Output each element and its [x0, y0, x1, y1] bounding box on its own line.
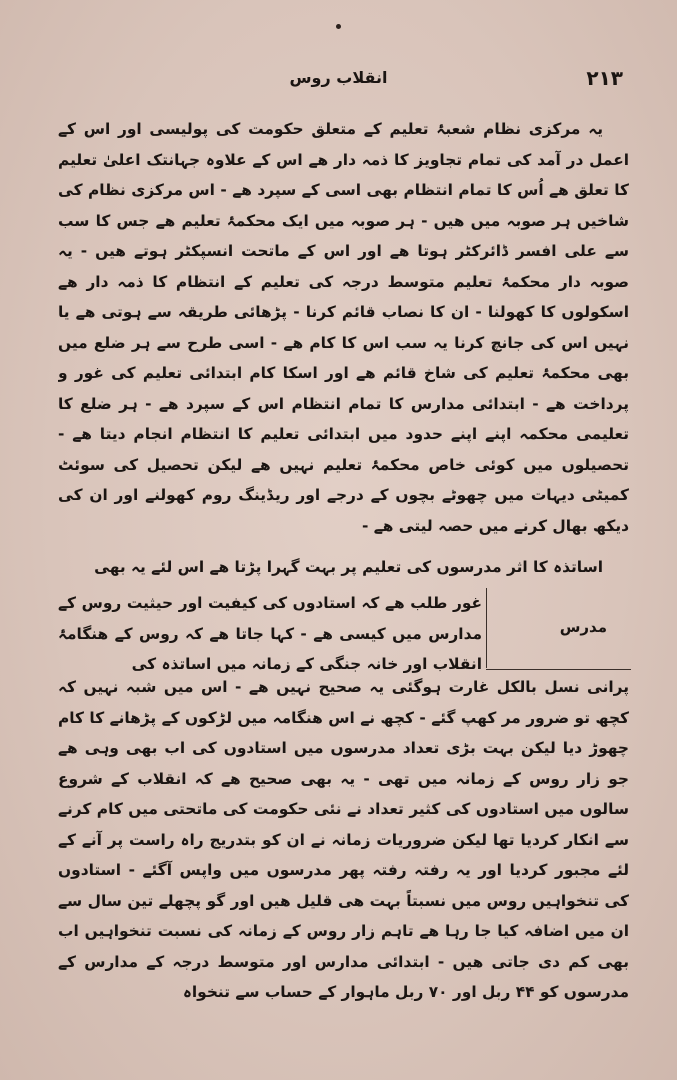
- running-title: انقلاب روس: [289, 68, 388, 87]
- paragraph-teachers-status: غور طلب ھے کہ استادوں کی کیفیت اور حیثیت روس کے مدارس میں کیسی ھے - کہا جاتا ھے کہ روس کے ھنگامۂ انقلاب اور خانہ جنگی کے زمانہ میں اساتذہ کی: [58, 594, 482, 673]
- paragraph-education-system: یہ مرکزی نظام شعبۂ تعلیم کے متعلق حکومت کی پولیسی اور اس کے اعمل در آمد کی تمام تجاویز کا ذمہ دار ھے اس کے علاوہ جہانتک اعلیٰ تعلیم کا تعلق ھے اُس کا تمام انتظام بھی اسی کے سپرد ھے - اس مرکزی نظام کی شاخیں ہر صوبہ میں ھیں - ہر صوبہ میں ایک محکمۂ تعلیم ھے جس کا سب سے علی افسر ڈائرکٹر ہوتا ھے اور اس کے ماتحت انسپکٹر ہوتے ھیں - یہ صوبہ دار محکمۂ تعلیم متوسط درجہ کی تعلیم کے انتظام کا ذمہ دار ھے اسکولوں کا کھولنا - ان کا نصاب قائم کرنا - پڑھائی طریقہ سے ہوتی ھے یا نہیں اس کی جانچ کرنا یہ سب اس کا کام ھے - اسی طرح سے ہر ضلع میں بھی محکمۂ تعلیم کی شاخ قائم ھے اور اسکا کام ابتدائی تعلیم کی غور و پرداخت ھے - ابتدائی مدارس کا تمام انتظام اس کے سپرد ھے - ہر ضلع کا تعلیمی محکمہ اپنے اپنے حدود میں ابتدائی تعلیم کا انتظام انجام دیتا ھے - تحصیلوں میں کوئی خاص محکمۂ تعلیم نہیں ھے لیکن تحصیل کی سوئٹ کمیٹی دیہات میں چھوٹے بچوں کے درجے اور ریڈینگ روم کھولنے اور ان کی دیکھ بھال کرنے میں حصہ لیتی ھے -: [58, 120, 629, 535]
- ink-dot: [336, 24, 341, 29]
- paragraph-teachers-intro: اساتذہ کا اثر مدرسوں کی تعلیم پر بہت گہرا پڑتا ھے اس لئے یہ بھی: [94, 558, 603, 576]
- margin-note: [486, 588, 629, 670]
- page-header: [54, 66, 623, 92]
- margin-note-label: مدرس: [559, 618, 607, 636]
- page-number: ۲۱۳: [586, 66, 623, 90]
- paragraph-teachers-continued: پرانی نسل بالکل غارت ہوگئی یہ صحیح نہیں ھے - اس میں شبہ نہیں کہ کچھ تو ضرور مر کھپ گئے - کچھ نے اس ھنگامہ میں لڑکوں کے پڑھانے کا کام چھوڑ دیا لیکن بہت بڑی تعداد مدرسوں میں استادوں کی اب بھی وہی ھے جو زار روس کے زمانہ میں تھی - یہ بھی صحیح ھے کہ انقلاب کے شروع سالوں میں استادوں کی کثیر تعداد نے نئی حکومت کی ماتحتی میں کام کرنے سے انکار کردیا تھا لیکن ضروریات زمانہ نے ان کو بتدریج راہ راست پر آنے کے لئے مجبور کردیا اور یہ رفتہ رفتہ پھر مدرسوں میں واپس آگئے - استادوں کی تنخواہیں روس میں نسبتاً بہت ھی قلیل ھیں اور گو پچھلے تین سال سے ان میں اضافہ کیا جا رہا ھے تاہم زار روس کے زمانہ کی نسبت تنخواہیں اب بھی کم دی جاتی ھیں - ابتدائی مدارس اور متوسط درجہ کے مدارس کے مدرسوں کو ۴۴ ربل اور ۷۰ ربل ماہوار کے حساب سے تنخواہ: [58, 678, 629, 1001]
